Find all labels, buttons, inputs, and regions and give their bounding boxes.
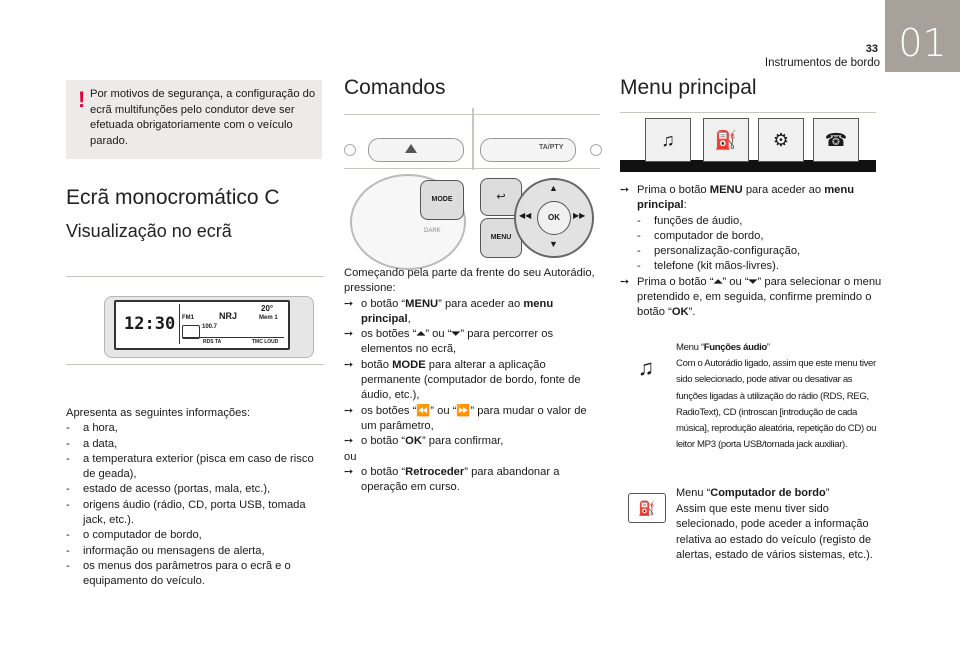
list-item: - telefone (kit mãos-livres). <box>637 260 779 273</box>
controls-illustration <box>344 108 600 258</box>
rds-label: RDS TA <box>203 339 222 345</box>
section-heading: Comandos <box>344 76 446 99</box>
down-arrow-icon: ▼ <box>549 239 558 249</box>
list-item: - origens áudio (rádio, CD, porta USB, tomada jack, etc.). <box>66 498 306 527</box>
back-instruction: ➙ o botão “Retroceder” para abandonar a operação em curso. <box>344 465 560 494</box>
telephone-icon: ☎ <box>813 118 859 162</box>
list-item: - informação ou mensagens de alerta, <box>66 544 265 557</box>
menu-icons-illustration <box>620 108 876 174</box>
dark-label: DARK <box>424 228 441 234</box>
trip-computer-menu-icon: ⛽ <box>628 493 666 523</box>
left-intro: Apresenta as seguintes informações: <box>66 407 251 419</box>
page-number: 33 <box>865 43 878 55</box>
list-item: - funções de áudio, <box>637 214 743 227</box>
frequency: 100.7 <box>202 324 218 330</box>
list-item: - a data, <box>66 437 118 450</box>
arrow-bullet-icon: ➙ <box>344 465 354 478</box>
list-item: - computador de bordo, <box>637 229 764 242</box>
list-item: ➙ o botão “MENU” para aceder ao menu principal, <box>344 297 554 325</box>
list-item: ➙ o botão “OK” para confirmar, <box>344 435 504 448</box>
list-item: ➙ botão MODE para alterar a aplicação permanente (computador de bordo, fonte de áudio, etc.), <box>344 358 581 402</box>
audio-menu-icon: ♫ <box>637 355 655 380</box>
audio-icon: ♫ <box>645 118 691 162</box>
rewind-icon: ◀◀ <box>519 211 532 220</box>
back-button: ↩ <box>480 178 522 216</box>
info-list <box>66 421 326 589</box>
menu-list <box>637 214 882 275</box>
list-item: - os menus dos parâmetros para o ecrã e o equipamento do veículo. <box>66 559 291 588</box>
ta-pty-label: TA/PTY <box>539 144 564 151</box>
eject-button <box>368 138 464 162</box>
band-label: FM1 <box>182 315 194 321</box>
up-arrow-icon: ▲ <box>549 183 558 193</box>
computer-menu-note: Menu “Computador de bordo” Assim que este menu tiver sido selecionado, pode aceder a informação relativa ao estado do veículo (registo de alertas, estado de vários sistemas, etc.). <box>676 487 873 562</box>
middle-body <box>344 266 602 495</box>
clock: 12:30 <box>124 314 176 334</box>
warning-icon: ! <box>78 87 86 112</box>
station-name: NRJ <box>219 311 238 321</box>
chapter-tab: 01 <box>885 0 960 72</box>
forward-icon: ▶▶ <box>573 211 586 220</box>
mode-dial <box>350 174 466 270</box>
section-heading: Ecrã monocromático C <box>66 186 280 209</box>
outside-temperature: 20° <box>261 304 274 313</box>
menu-button: MENU <box>480 218 522 258</box>
or-label: ou <box>344 450 357 463</box>
mode-button: MODE <box>420 180 464 220</box>
subsection-heading: Visualização no ecrã <box>66 221 232 241</box>
section-title: Instrumentos de bordo <box>764 57 880 69</box>
preset-label: Mem 1 <box>259 315 278 321</box>
menu-steps: ➙ Prima o botão MENU para aceder ao menu principal: - funções de áudio, - computador de bordo, - personalização-configuração, - telefone (kit mãos-livres). ➙ Prima o botão “⏶” ou “⏷” para selecionar o menu pretendido e, em seguida, confirme premindo o botão “OK”. <box>620 184 882 319</box>
monochrome-screen <box>114 300 290 350</box>
settings-icon: ⚙ <box>758 118 804 162</box>
list-item: - a hora, <box>66 422 118 435</box>
ta-pty-button <box>480 138 576 162</box>
list-item: - personalização-configuração, <box>637 245 801 258</box>
display-illustration <box>66 260 324 382</box>
warning-text: Por motivos de segurança, a configuração do ecrã multifunções pelo condutor deve ser efetuada obrigatoriamente com o veículo parado. <box>90 88 316 147</box>
navigation-pad <box>514 178 594 258</box>
arrow-bullet-icon: ➙ <box>620 184 630 196</box>
list-item: - o computador de bordo, <box>66 529 202 542</box>
list-item: - estado de acesso (portas, mala, etc.), <box>66 483 271 496</box>
list-item: - a temperatura exterior (pisca em caso de risco de geada), <box>66 452 314 481</box>
arrow-bullet-icon: ➙ <box>620 275 630 288</box>
list-item: ➙ os botões “⏪” ou “⏩” para mudar o valor de um parâmetro, <box>344 404 587 432</box>
controls-list <box>344 297 602 450</box>
audio-menu-note: Menu “Funções áudio” Com o Autorádio ligado, assim que este menu tiver sido selecionado, pode ativar ou desativar as funções ligadas à utilização do rádio (RDS, REG, RadioText), CD (introscan [introdução de cada música], reprodução aleatória, repetição do CD) ou leitor MP3 (porta USB/tomada jack auxiliar). <box>676 342 877 451</box>
left-body <box>66 406 326 590</box>
right-body <box>620 183 882 321</box>
trip-computer-icon: ⛽ <box>703 118 749 162</box>
list-item: ➙ os botões “⏶” ou “⏷” para percorrer os elementos no ecrã, <box>344 328 554 356</box>
section-heading: Menu principal <box>620 76 757 99</box>
ok-button: OK <box>537 201 571 235</box>
safety-warning-box <box>66 80 322 159</box>
controls-intro: Começando pela parte da frente do seu Autorádio, pressione: <box>344 267 595 295</box>
tmc-label: TMC LOUD <box>252 339 279 345</box>
